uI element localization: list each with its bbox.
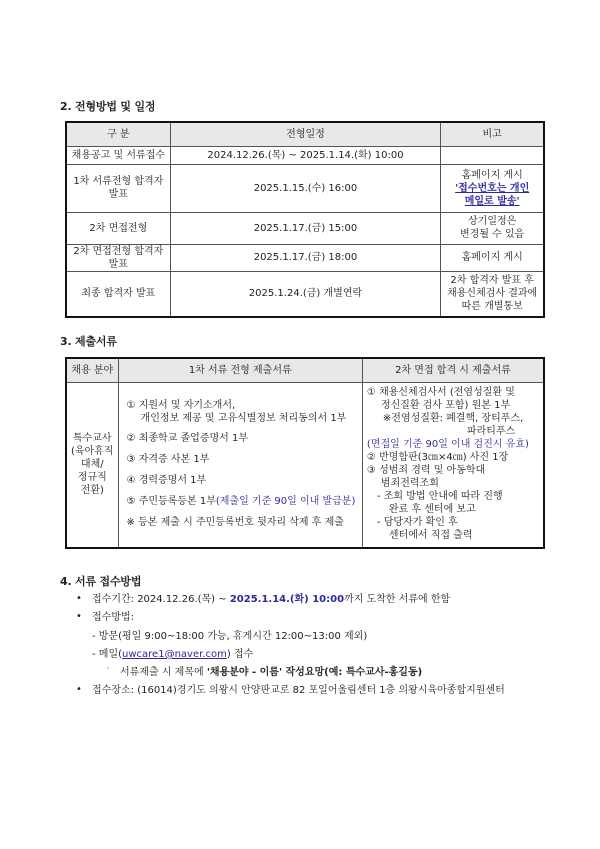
- period-deadline: 2025.1.14.(화) 10:00: [229, 594, 345, 605]
- docs1-cell: [118, 382, 362, 548]
- doc-item: 센터에서 직접 출력: [388, 529, 473, 541]
- row-category: 1차 서류전형 합격자 발표: [66, 164, 170, 212]
- table-row: [66, 146, 544, 164]
- doc-item: ③ 성범죄 경력 및 아동학대: [366, 464, 486, 476]
- section3-title: 3. 제출서류: [60, 335, 117, 348]
- doc-item: 범죄전력조회: [380, 477, 439, 489]
- row-note: 홈페이지 게시: [441, 244, 544, 271]
- doc-item: ③ 자격증 사본 1부: [126, 453, 210, 465]
- note-line: 2차 합격자 발표 후: [450, 275, 534, 287]
- row-schedule: 2025.1.17.(금) 15:00: [170, 212, 441, 244]
- row-schedule: 2025.1.15.(수) 16:00: [170, 164, 441, 212]
- period-text-end: 까지 도착한 서류에 한함: [344, 594, 451, 605]
- subject-line: [120, 666, 422, 679]
- table-row: [66, 212, 544, 244]
- note-line-highlight: '접수번호는 개인: [455, 182, 530, 194]
- place-line: 접수장소: (16014)경기도 의왕시 안양판교로 82 포일어울림센터 1층 의왕시육아종합지원센터: [92, 685, 505, 696]
- doc-item: 완료 후 센터에 보고: [388, 503, 476, 515]
- doc-item: 정신질환 검사 포함) 원본 1부: [380, 399, 511, 411]
- period-text: 접수기간: 2024.12.26.(목) ~: [92, 594, 230, 605]
- doc-item: ① 지원서 및 자기소개서,: [126, 399, 236, 411]
- method-line: 접수방법:: [92, 612, 135, 623]
- row-note: [441, 212, 544, 244]
- section4-title: 4. 서류 접수방법: [60, 575, 142, 588]
- doc-item: - 담당자가 확인 후: [376, 516, 458, 528]
- row-schedule: 2024.12.26.(목) ~ 2025.1.14.(화) 10:00: [170, 146, 441, 164]
- field-line: 대체/: [80, 459, 104, 471]
- doc-item-text: ⑤ 주민등록등본 1부: [126, 495, 216, 507]
- row-category: 채용공고 및 서류접수: [66, 146, 170, 164]
- doc-note: 파라티푸스: [466, 425, 516, 437]
- note-line: 따른 개별통보: [461, 301, 523, 313]
- row-category: 2차 면접전형 합격자 발표: [66, 244, 170, 271]
- field-line: 정규직: [77, 472, 107, 484]
- header-docs1: 1차 서류 전형 제출서류: [118, 358, 362, 382]
- bullet-icon: •: [76, 593, 82, 604]
- note-line: 상기일정은: [468, 216, 517, 227]
- mail-text-end: ) 접수: [226, 649, 254, 660]
- field-line: 특수교사: [72, 433, 112, 445]
- doc-item: ④ 경력증명서 1부: [126, 474, 207, 486]
- row-note: [441, 146, 544, 164]
- doc-item: [127, 493, 359, 510]
- mail-line: [92, 648, 253, 661]
- doc-item: ② 최종학교 졸업증명서 1부: [126, 432, 249, 444]
- docs2-cell: [362, 382, 544, 548]
- subject-format: '채용분야 - 이름' 작성요망(예: 특수교사-홍길동): [206, 667, 423, 678]
- email-link[interactable]: uwcare1@naver.com: [122, 649, 227, 660]
- bullet-icon: •: [76, 684, 82, 695]
- row-schedule: 2025.1.17.(금) 18:00: [170, 244, 441, 271]
- bullet-icon: •: [76, 611, 82, 622]
- doc-note: ※전염성질환: 폐결핵, 장티푸스,: [382, 412, 524, 424]
- subject-text: 서류제출 시 제목에: [120, 667, 207, 678]
- visit-line: - 방문(평일 9:00~18:00 가능, 휴게시간 12:00~13:00 제외): [92, 631, 368, 642]
- doc-item: - 조회 방법 안내에 따라 진행: [376, 490, 503, 502]
- doc-item: ① 채용신체검사서 (전염성질환 및: [366, 386, 515, 398]
- schedule-table: [65, 121, 545, 318]
- field-line: 전환): [80, 485, 104, 497]
- row-category: 최종 합격자 발표: [66, 271, 170, 317]
- row-schedule: 2025.1.24.(금) 개별연락: [170, 271, 441, 317]
- note-line-highlight: 메일로 발송': [464, 195, 520, 207]
- table-row: [66, 271, 544, 317]
- header-schedule: 전형일정: [170, 122, 441, 146]
- field-line: (육아휴직: [71, 446, 114, 458]
- note-line: 변경될 수 있음: [460, 229, 525, 240]
- header-note: 비고: [441, 122, 544, 146]
- doc-note: ※ 등본 제출 시 주민등록번호 뒷자리 삭제 후 제출: [126, 516, 344, 528]
- documents-table: [65, 357, 545, 549]
- table-row: [66, 244, 544, 271]
- header-field: 채용 분야: [66, 358, 118, 382]
- header-category: 구 분: [66, 122, 170, 146]
- doc-item: ② 반명함판(3㎝×4㎝) 사진 1장: [366, 451, 509, 463]
- doc-note-highlight: (면접일 기준 90일 이내 검진시 유효): [366, 438, 529, 450]
- table-row: [66, 164, 544, 212]
- note-line: 채용신체검사 결과에: [447, 288, 538, 300]
- row-category: 2차 면접전형: [66, 212, 170, 244]
- diamond-icon: ◦: [106, 665, 111, 673]
- mail-text: - 메일(: [92, 649, 123, 660]
- row-note: [441, 271, 544, 317]
- row-note: [441, 164, 544, 212]
- field-cell: [66, 382, 118, 548]
- section2-title: 2. 전형방법 및 일정: [60, 100, 156, 113]
- period-line: [92, 593, 450, 606]
- doc-item: 개인정보 제공 및 고유식별정보 처리동의서 1부: [140, 412, 347, 424]
- header-docs2: 2차 면접 합격 시 제출서류: [362, 358, 544, 382]
- note-line: 홈페이지 게시: [461, 169, 523, 181]
- doc-item-note: (제출일 기준 90일 이내 발급분): [215, 495, 356, 507]
